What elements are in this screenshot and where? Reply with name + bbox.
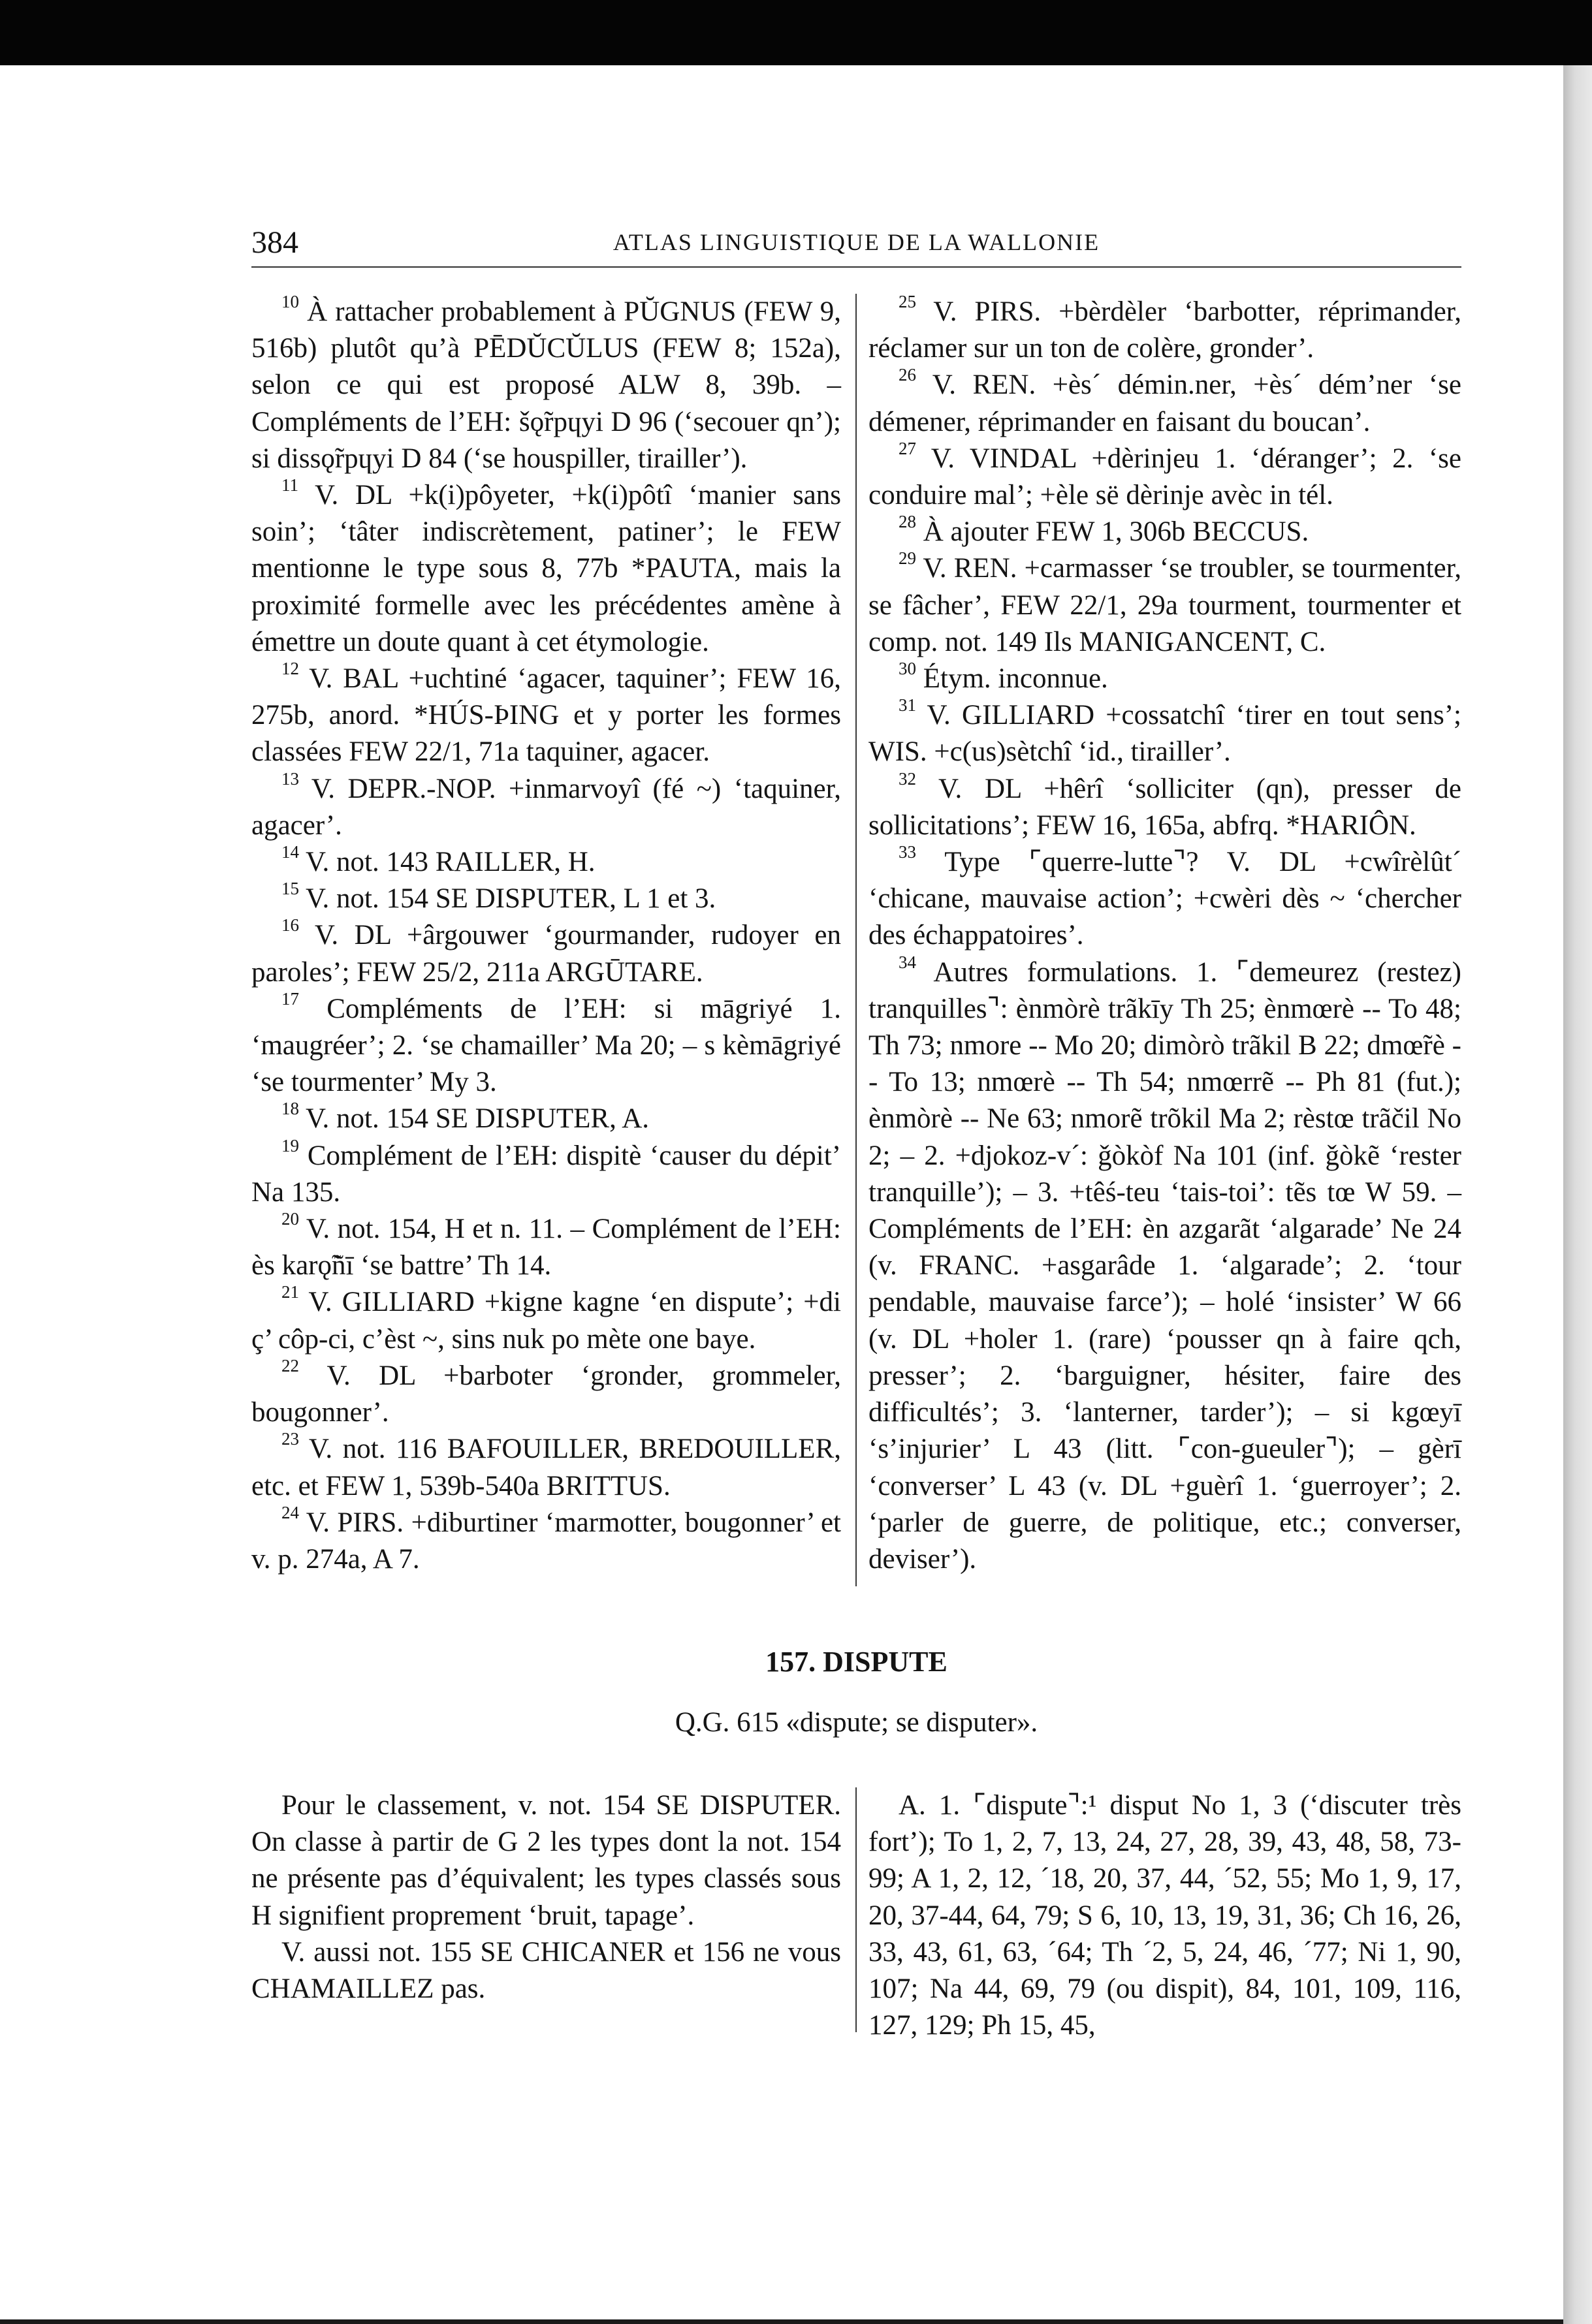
body-paragraph: A. 1. ⌜dispute⌝:¹ disput No 1, 3 (‘discuter très fort’); To 1, 2, 7, 13, 24, 27, 28, 39, 43, 48, 58, 73-99; A 1, 2, 12, ´18, 20, 37, 44, ´52, 55; Mo 1, 9, 17, 20, 37-44, 64, 79; S 6, 10, 13, 19, 31, 36; Ch 16, 26, 33, 43, 61, 63, ´64; Th ´2, 5, 24, 46, ´77; Ni 1, 90, 107; Na 44, 69, 79 (ou dispit), 84, 101, 109, 116, 127, 129; Ph 15, 45, <box>868 1790 1461 2041</box>
scan-bottom-border <box>0 2319 1563 2324</box>
footnote: $^{19}$ Complément de l’EH: dispitè ‘causer du dépit’ Na 135. <box>251 1135 842 1208</box>
footnote: $^{31}$ V. GILLIARD +cossatchî ‘tirer en tout sens’; WIS. +c(us)sètchî ‘id., tirailler’. <box>868 695 1461 768</box>
footnote: $^{16}$ V. DL +ârgouwer ‘gourmander, rudoyer en paroles’; FEW 25/2, 211a ARGŪTARE. <box>251 915 841 988</box>
running-title: ATLAS LINGUISTIQUE DE LA WALLONIE <box>613 229 1100 255</box>
footnote: $^{25}$ V. PIRS. +bèrdèler ‘barbotter, réprimander, réclamer sur un ton de colère, gronder’. <box>868 291 1461 364</box>
footnotes-right-column <box>868 291 1461 1578</box>
body-right-column <box>868 1787 1461 2044</box>
body-paragraph: Pour le classement, v. not. 154 SE DISPUTER. On classe à partir de G 2 les types dont la not. 154 ne présente pas d’équivalent; les types classés sous H signifient proprement ‘bruit, tapage’. <box>251 1790 841 1931</box>
section-question: Q.G. 615 «dispute; se disputer». <box>675 1707 1038 1738</box>
footnote: $^{29}$ V. REN. +carmasser ‘se troubler, se tourmenter, se fâcher’, FEW 22/1, 29a tourment, tourmenter et comp. not. 149 Ils MANIGANCENT, C. <box>868 548 1461 657</box>
footnote: $^{11}$ V. DL +k(i)pôyeter, +k(i)pôtî ‘manier sans soin’; ‘tâter indiscrètement, patiner’; le FEW mentionne le type sous 8, 77b *PAUTA, mais la proximité formelle avec les précédentes amène à émettre un doute quant à cet étymologie. <box>251 475 841 657</box>
footnote: $^{28}$ À ajouter FEW 1, 306b BECCUS. <box>899 511 1309 548</box>
footnote: $^{23}$ V. not. 116 BAFOUILLER, BREDOUILLER, etc. et FEW 1, 539b-540a BRITTUS. <box>251 1429 842 1501</box>
footnote: $^{17}$ Compléments de l’EH: si māgriyé 1. ‘maugréer’; 2. ‘se chamailler’ Ma 20; – s kèmāgriyé ‘se tourmenter’ My 3. <box>251 988 841 1098</box>
header-rule <box>251 266 1461 268</box>
scan-top-border <box>0 0 1592 65</box>
footnote: $^{12}$ V. BAL +uchtiné ‘agacer, taquiner’; FEW 16, 275b, anord. *HÚS-ÞING et y porter les formes classées FEW 22/1, 71a taquiner, agacer. <box>251 658 841 768</box>
footnote: $^{21}$ V. GILLIARD +kigne kagne ‘en dispute’; +di ç’ côp-ci, c’èst ~, sins nuk po mète one baye. <box>251 1282 841 1355</box>
footnote: $^{26}$ V. REN. +ès´ démin.ner, +ès´ dém’ner ‘se démener, réprimander en faisant du boucan’. <box>868 365 1461 437</box>
running-head <box>251 221 1461 266</box>
footnote: $^{15}$ V. not. 154 SE DISPUTER, L 1 et 3. <box>281 879 716 915</box>
column-rule-footnotes <box>855 294 857 1586</box>
body-left-column <box>251 1787 841 2007</box>
footnote: $^{10}$ À rattacher probablement à PŬGNUS (FEW 9, 516b) plutôt qu’à PĒDŬCŬLUS (FEW 8; 152a), selon ce qui est proposé ALW 8, 39b. – Compléments de l’EH: šǫ̃rpɥyi D 96 (‘secouer qn’); si dissǫ̃rpɥyi D 84 (‘se houspiller, tirailler’). <box>251 291 842 474</box>
footnote: $^{14}$ V. not. 143 RAILLER, H. <box>281 841 596 878</box>
footnote: $^{20}$ V. not. 154, H et n. 11. – Complément de l’EH: ès karǫ̃ñī ‘se battre’ Th 14. <box>251 1208 842 1281</box>
footnote: $^{33}$ Type ⌜querre-lutte⌝? V. DL +cwîrèlût´ ‘chicane, mauvaise action’; +cwèri dès ~ ‘chercher des échappatoires’. <box>868 841 1461 951</box>
section-title: 157. DISPUTE <box>765 1646 947 1678</box>
footnotes-left-column <box>251 291 842 1578</box>
footnote: $^{34}$ Autres formulations. 1. ⌜demeurez (restez) tranquilles⌝: ènmòrè trãkīy Th 25; ènmœrè -- To 48; Th 73; nmore -- Mo 20; dimòrò trãkil B 22; dmœ̃rè -- To 13; nmœrè -- Th 54; nmœrrẽ -- Ph 81 (fut.); ènmòrè -- Ne 63; nmorẽ trõkil Ma 2; rèstœ trãčil No 2; – 2. +djokoz-v´: ǧòkòf Na 101 (inf. ǧòkẽ ‘rester tranquille’); – 3. +têś-teu ‘tais-toi’: tẽs tœ W 59. – Compléments de l’EH: èn azgarãt ‘algarade’ Ne 24 (v. FRANC. +asgarâde 1. ‘algarade’; 2. ‘tour pendable, mauvaise farce’); – holé ‘insister’ W 66 (v. DL +holer 1. (rare) ‘pousser qn à faire qch, presser’; 2. ‘barguigner, hésiter, faire des difficultés’; 3. ‘lanterner, tarder’); – si kgœyī ‘s’injurier’ L 43 (litt. ⌜con-gueuler⌝); – gèrī ‘converser’ L 43 (v. DL +guèrî 1. ‘guerroyer’; 2. ‘parler de guerre, de politique, etc.; converser, deviser’). <box>868 952 1461 1575</box>
footnote: $^{32}$ V. DL +hêrî ‘solliciter (qn), presser de sollicitations’; FEW 16, 165a, abfrq. *HARIÔN. <box>868 768 1461 841</box>
scan-page-edge <box>1563 65 1592 2324</box>
column-rule-body <box>855 1787 857 2032</box>
footnote: $^{18}$ V. not. 154 SE DISPUTER, A. <box>281 1099 650 1135</box>
footnote: $^{24}$ V. PIRS. +diburtiner ‘marmotter, bougonner’ et v. p. 274a, A 7. <box>251 1502 841 1575</box>
footnote: $^{13}$ V. DEPR.-NOP. +inmarvoyî (fé ~) ‘taquiner, agacer’. <box>251 768 841 841</box>
footnote: $^{30}$ Étym. inconnue. <box>899 658 1108 695</box>
page-number: 384 <box>251 225 298 260</box>
footnote: $^{27}$ V. VINDAL +dèrinjeu 1. ‘déranger’; 2. ‘se conduire mal’; +èle së dèrinje avèc in tél. <box>868 438 1461 511</box>
body-paragraph: V. aussi not. 155 SE CHICANER et 156 ne vous CHAMAILLEZ pas. <box>251 1936 841 2005</box>
footnote: $^{22}$ V. DL +barboter ‘gronder, grommeler, bougonner’. <box>251 1355 841 1428</box>
